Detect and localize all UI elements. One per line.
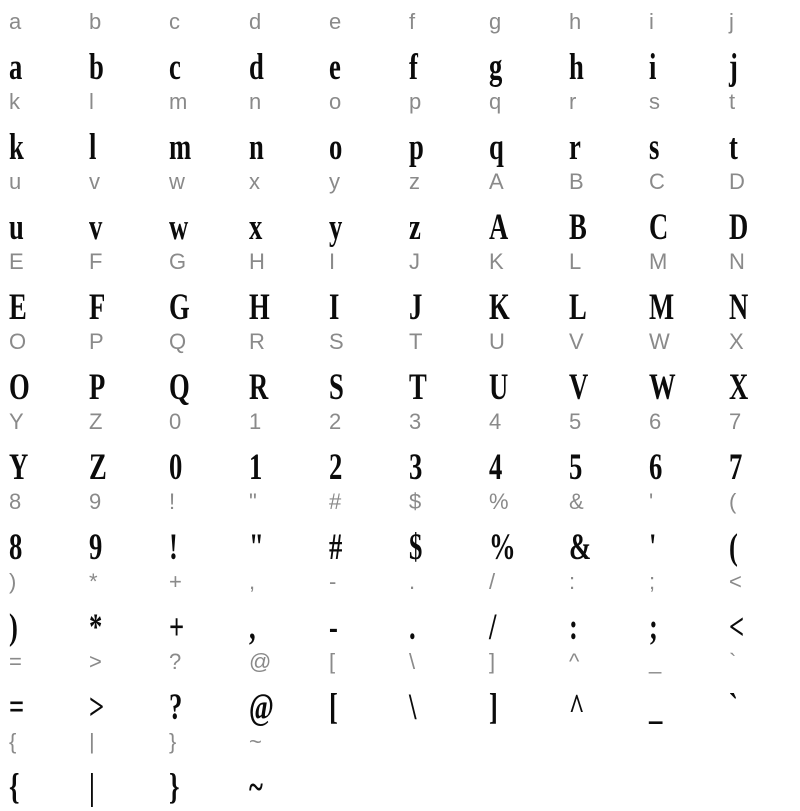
char-cell xyxy=(320,0,400,88)
char-label: 8 xyxy=(9,489,22,514)
char-label: Z xyxy=(89,409,103,434)
char-label: : xyxy=(569,569,576,594)
char-label: & xyxy=(569,489,584,514)
char-cell xyxy=(480,320,560,408)
char-cell xyxy=(400,480,480,568)
char-label: i xyxy=(649,9,654,34)
char-label: h xyxy=(569,9,582,34)
char-label: N xyxy=(729,249,745,274)
char-cell xyxy=(240,240,320,328)
char-cell xyxy=(640,640,720,728)
char-label: A xyxy=(489,169,504,194)
char-glyph: 8 xyxy=(9,527,23,568)
char-cell xyxy=(80,0,160,88)
char-label: c xyxy=(169,9,180,34)
char-glyph: x xyxy=(249,207,263,248)
char-label: @ xyxy=(249,649,272,674)
char-label: o xyxy=(329,89,342,114)
char-cell xyxy=(240,0,320,88)
char-glyph: ~ xyxy=(249,767,263,808)
char-cell xyxy=(640,160,720,248)
char-label: T xyxy=(409,329,423,354)
char-glyph: @ xyxy=(249,687,274,728)
char-label: ~ xyxy=(249,729,262,754)
char-label: ' xyxy=(649,489,654,514)
char-cell xyxy=(0,480,80,568)
char-label: 3 xyxy=(409,409,422,434)
char-cell xyxy=(720,0,800,88)
char-cell xyxy=(400,160,480,248)
char-glyph: d xyxy=(249,47,264,88)
char-cell xyxy=(640,480,720,568)
char-label: p xyxy=(409,89,422,114)
char-glyph: 0 xyxy=(169,447,183,488)
char-glyph: ` xyxy=(729,687,738,728)
char-glyph: X xyxy=(729,367,749,408)
char-glyph: R xyxy=(249,367,269,408)
char-glyph: n xyxy=(249,127,264,168)
char-cell xyxy=(80,240,160,328)
char-label: _ xyxy=(649,649,662,674)
char-glyph: b xyxy=(89,47,104,88)
char-glyph: t xyxy=(729,127,738,168)
char-label: < xyxy=(729,569,742,594)
char-label: s xyxy=(649,89,660,114)
char-label: q xyxy=(489,89,502,114)
char-label: w xyxy=(169,169,185,194)
char-glyph: Z xyxy=(89,447,107,488)
char-label: Y xyxy=(9,409,24,434)
char-label: H xyxy=(249,249,265,274)
char-cell xyxy=(0,720,80,808)
char-cell xyxy=(720,480,800,568)
char-label: X xyxy=(729,329,744,354)
char-label: D xyxy=(729,169,745,194)
char-cell xyxy=(80,560,160,648)
char-label: ? xyxy=(169,649,182,674)
char-cell xyxy=(320,480,400,568)
char-cell xyxy=(80,160,160,248)
char-label: > xyxy=(89,649,102,674)
char-glyph: r xyxy=(569,127,581,168)
char-glyph: } xyxy=(169,767,180,808)
char-label: - xyxy=(329,569,337,594)
char-glyph: ? xyxy=(169,687,183,728)
char-glyph: f xyxy=(409,47,418,88)
char-glyph: y xyxy=(329,207,343,248)
char-label: B xyxy=(569,169,584,194)
char-glyph: $ xyxy=(409,527,423,568)
char-cell xyxy=(480,640,560,728)
char-glyph: k xyxy=(9,127,24,168)
char-label: L xyxy=(569,249,582,274)
char-glyph: w xyxy=(169,207,189,248)
char-glyph: \ xyxy=(409,687,417,728)
char-cell xyxy=(480,400,560,488)
char-label: I xyxy=(329,249,336,274)
char-glyph: ' xyxy=(649,527,657,568)
char-glyph: M xyxy=(649,287,675,328)
char-glyph: E xyxy=(9,287,27,328)
char-cell xyxy=(160,640,240,728)
char-label: 2 xyxy=(329,409,342,434)
char-label: j xyxy=(729,9,734,34)
char-glyph: - xyxy=(329,607,338,648)
char-cell xyxy=(160,320,240,408)
char-label: e xyxy=(329,9,342,34)
char-label: f xyxy=(409,9,416,34)
char-label: 5 xyxy=(569,409,582,434)
char-glyph: z xyxy=(409,207,421,248)
char-cell xyxy=(640,0,720,88)
char-glyph: ) xyxy=(9,607,18,648)
char-glyph: | xyxy=(89,767,95,808)
char-glyph: 7 xyxy=(729,447,743,488)
char-glyph: g xyxy=(489,47,503,88)
char-cell xyxy=(560,80,640,168)
char-label: V xyxy=(569,329,584,354)
char-glyph: F xyxy=(89,287,106,328)
char-cell xyxy=(400,640,480,728)
char-label: * xyxy=(89,569,98,594)
char-glyph: { xyxy=(9,767,20,808)
char-label: , xyxy=(249,569,256,594)
char-cell xyxy=(0,640,80,728)
char-glyph: & xyxy=(569,527,592,568)
char-cell xyxy=(240,720,320,808)
char-cell xyxy=(320,640,400,728)
char-label: W xyxy=(649,329,670,354)
char-cell xyxy=(0,0,80,88)
char-label: 6 xyxy=(649,409,662,434)
char-cell xyxy=(160,400,240,488)
char-label: ; xyxy=(649,569,656,594)
char-cell xyxy=(720,160,800,248)
char-cell xyxy=(0,160,80,248)
char-label: { xyxy=(9,729,17,754)
char-cell xyxy=(320,80,400,168)
char-cell xyxy=(240,160,320,248)
char-glyph: = xyxy=(9,687,25,728)
char-cell xyxy=(720,80,800,168)
char-glyph: u xyxy=(9,207,24,248)
char-cell xyxy=(720,400,800,488)
char-glyph: a xyxy=(9,47,23,88)
char-glyph: 6 xyxy=(649,447,663,488)
char-cell xyxy=(560,400,640,488)
char-label: ` xyxy=(729,649,737,674)
char-cell xyxy=(320,320,400,408)
char-cell xyxy=(480,560,560,648)
char-cell xyxy=(240,320,320,408)
char-label: M xyxy=(649,249,668,274)
char-cell xyxy=(400,80,480,168)
char-label: k xyxy=(9,89,20,114)
char-glyph: 3 xyxy=(409,447,423,488)
char-cell xyxy=(720,560,800,648)
char-glyph: + xyxy=(169,607,185,648)
char-label: % xyxy=(489,489,509,514)
char-glyph: K xyxy=(489,287,510,328)
char-glyph: L xyxy=(569,287,587,328)
char-glyph: Q xyxy=(169,367,190,408)
char-cell xyxy=(160,560,240,648)
char-cell xyxy=(720,640,800,728)
char-label: = xyxy=(9,649,22,674)
char-cell xyxy=(720,240,800,328)
char-cell xyxy=(720,320,800,408)
char-cell xyxy=(240,80,320,168)
char-glyph: D xyxy=(729,207,749,248)
char-glyph: N xyxy=(729,287,749,328)
char-label: ) xyxy=(9,569,17,594)
char-glyph: / xyxy=(489,607,497,648)
char-glyph: > xyxy=(89,687,105,728)
char-label: u xyxy=(9,169,22,194)
char-label: P xyxy=(89,329,104,354)
char-cell xyxy=(320,400,400,488)
char-label: \ xyxy=(409,649,416,674)
char-label: 1 xyxy=(249,409,262,434)
char-cell xyxy=(240,480,320,568)
char-glyph: W xyxy=(649,367,676,408)
char-glyph: 4 xyxy=(489,447,503,488)
char-glyph: p xyxy=(409,127,424,168)
char-label: " xyxy=(249,489,257,514)
char-cell xyxy=(560,320,640,408)
char-label: 7 xyxy=(729,409,742,434)
char-cell xyxy=(160,0,240,88)
char-glyph: 1 xyxy=(249,447,263,488)
char-label: S xyxy=(329,329,344,354)
char-label: + xyxy=(169,569,182,594)
char-cell xyxy=(320,160,400,248)
char-label: v xyxy=(89,169,100,194)
char-label: x xyxy=(249,169,260,194)
char-glyph: ; xyxy=(649,607,658,648)
char-glyph: q xyxy=(489,127,504,168)
char-glyph: T xyxy=(409,367,427,408)
char-label: l xyxy=(89,89,94,114)
char-label: d xyxy=(249,9,262,34)
char-glyph: : xyxy=(569,607,578,648)
char-cell xyxy=(560,560,640,648)
char-glyph: s xyxy=(649,127,660,168)
char-glyph: ( xyxy=(729,527,738,568)
char-cell xyxy=(480,240,560,328)
char-label: [ xyxy=(329,649,336,674)
char-label: O xyxy=(9,329,27,354)
char-glyph: i xyxy=(649,47,657,88)
char-cell xyxy=(240,640,320,728)
char-cell xyxy=(640,320,720,408)
char-cell xyxy=(160,480,240,568)
char-glyph: v xyxy=(89,207,103,248)
char-glyph: V xyxy=(569,367,589,408)
char-label: U xyxy=(489,329,505,354)
char-label: G xyxy=(169,249,187,274)
char-glyph: 2 xyxy=(329,447,343,488)
char-cell xyxy=(160,240,240,328)
char-glyph: o xyxy=(329,127,343,168)
char-cell xyxy=(160,80,240,168)
char-label: E xyxy=(9,249,24,274)
char-glyph: P xyxy=(89,367,106,408)
char-label: t xyxy=(729,89,736,114)
char-cell xyxy=(480,480,560,568)
char-cell xyxy=(80,640,160,728)
char-glyph: J xyxy=(409,287,423,328)
char-label: } xyxy=(169,729,177,754)
char-glyph: [ xyxy=(329,687,338,728)
char-cell xyxy=(400,240,480,328)
char-cell xyxy=(0,240,80,328)
char-cell xyxy=(0,400,80,488)
char-label: ] xyxy=(489,649,496,674)
char-label: | xyxy=(89,729,95,754)
char-cell xyxy=(400,0,480,88)
char-glyph: 9 xyxy=(89,527,103,568)
char-label: / xyxy=(489,569,496,594)
char-cell xyxy=(640,240,720,328)
char-label: J xyxy=(409,249,420,274)
char-label: $ xyxy=(409,489,422,514)
char-glyph: m xyxy=(169,127,192,168)
char-label: 4 xyxy=(489,409,502,434)
char-glyph: " xyxy=(249,527,264,568)
char-glyph: h xyxy=(569,47,584,88)
char-label: g xyxy=(489,9,502,34)
char-cell xyxy=(0,80,80,168)
char-label: b xyxy=(89,9,102,34)
char-label: ( xyxy=(729,489,737,514)
char-label: 0 xyxy=(169,409,182,434)
char-glyph: < xyxy=(729,607,745,648)
char-cell xyxy=(560,160,640,248)
char-label: z xyxy=(409,169,420,194)
char-glyph: * xyxy=(89,607,103,648)
char-label: . xyxy=(409,569,416,594)
char-cell xyxy=(80,720,160,808)
char-label: C xyxy=(649,169,665,194)
char-cell xyxy=(640,560,720,648)
char-label: r xyxy=(569,89,577,114)
char-cell xyxy=(480,0,560,88)
char-label: R xyxy=(249,329,265,354)
char-glyph: S xyxy=(329,367,344,408)
char-glyph: . xyxy=(409,607,416,648)
char-glyph: j xyxy=(729,47,738,88)
char-glyph: ^ xyxy=(569,687,585,728)
char-glyph: C xyxy=(649,207,669,248)
char-glyph: O xyxy=(9,367,30,408)
char-cell xyxy=(80,400,160,488)
char-glyph: 5 xyxy=(569,447,583,488)
char-cell xyxy=(240,560,320,648)
char-cell xyxy=(560,0,640,88)
char-label: 9 xyxy=(89,489,102,514)
char-cell xyxy=(400,320,480,408)
char-glyph: B xyxy=(569,207,587,248)
char-glyph: ] xyxy=(489,687,498,728)
char-label: ! xyxy=(169,489,176,514)
char-cell xyxy=(240,400,320,488)
char-glyph: _ xyxy=(649,687,663,728)
char-label: K xyxy=(489,249,504,274)
char-glyph: e xyxy=(329,47,341,88)
char-glyph: , xyxy=(249,607,256,648)
char-cell xyxy=(0,320,80,408)
char-cell xyxy=(400,560,480,648)
char-label: Q xyxy=(169,329,187,354)
char-label: ^ xyxy=(569,649,580,674)
char-cell xyxy=(0,560,80,648)
char-label: a xyxy=(9,9,22,34)
char-cell xyxy=(560,240,640,328)
char-glyph: c xyxy=(169,47,181,88)
char-glyph: ! xyxy=(169,527,178,568)
char-cell xyxy=(320,560,400,648)
char-cell xyxy=(80,480,160,568)
char-cell xyxy=(80,80,160,168)
char-glyph: H xyxy=(249,287,270,328)
char-cell xyxy=(480,160,560,248)
char-glyph: % xyxy=(489,527,516,568)
char-glyph: l xyxy=(89,127,97,168)
char-cell xyxy=(320,240,400,328)
char-glyph: A xyxy=(489,207,509,248)
char-cell xyxy=(560,480,640,568)
char-cell xyxy=(480,80,560,168)
char-label: n xyxy=(249,89,262,114)
char-cell xyxy=(560,640,640,728)
char-glyph: G xyxy=(169,287,190,328)
char-cell xyxy=(160,720,240,808)
char-glyph: U xyxy=(489,367,509,408)
char-label: m xyxy=(169,89,188,114)
char-cell xyxy=(160,160,240,248)
char-cell xyxy=(80,320,160,408)
char-glyph: I xyxy=(329,287,340,328)
char-glyph: # xyxy=(329,527,343,568)
char-label: F xyxy=(89,249,103,274)
char-label: y xyxy=(329,169,340,194)
char-label: # xyxy=(329,489,342,514)
char-cell xyxy=(400,400,480,488)
char-glyph: Y xyxy=(9,447,29,488)
char-cell xyxy=(640,80,720,168)
char-cell xyxy=(640,400,720,488)
